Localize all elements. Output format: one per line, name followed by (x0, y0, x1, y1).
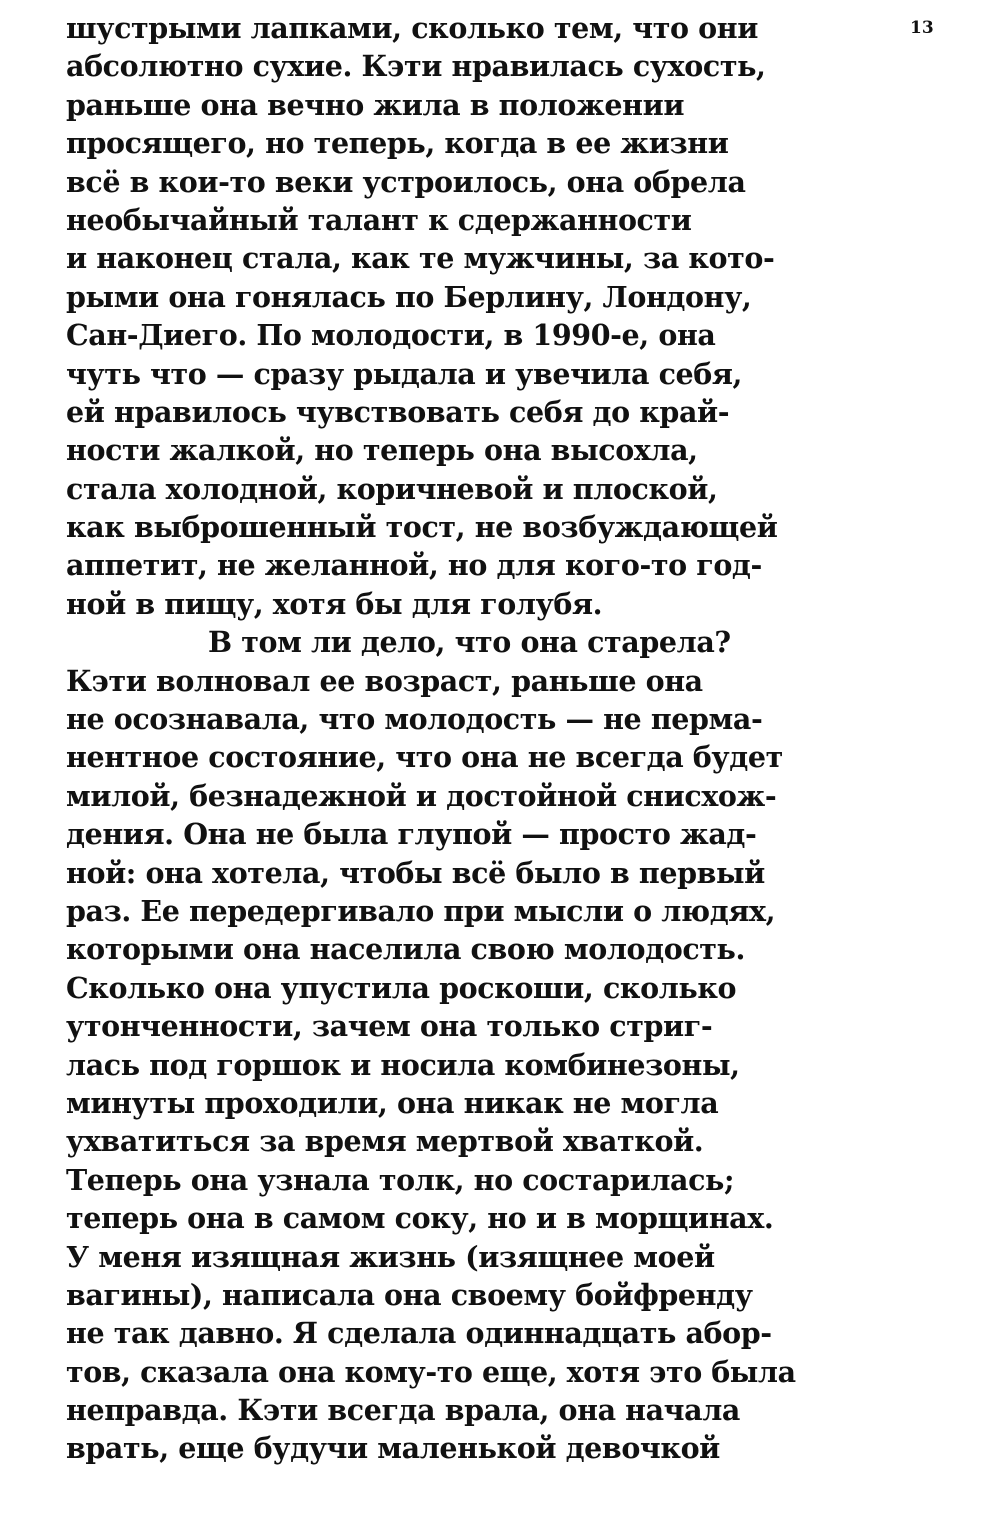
text-line: аппетит, не желанной, но для кого-то год- (66, 548, 762, 583)
text-line: неправда. Кэти всегда врала, она начала (66, 1393, 740, 1428)
text-line: ной: она хотела, чтобы всё было в первый (66, 855, 765, 890)
text-line: дения. Она не была глупой — просто жад- (66, 817, 757, 852)
text-line: всё в кои-то веки устроилось, она обрела (66, 164, 746, 199)
text-line: тов, сказала она кому-то еще, хотя это была (66, 1354, 796, 1389)
text-line: вагины), написала она своему бойфренду (66, 1277, 753, 1312)
text-line: раньше она вечно жила в положении (66, 87, 685, 122)
text-line: Теперь она узнала толк, но состарилась; (66, 1162, 735, 1197)
text-line: ухватиться за время мертвой хваткой. (66, 1124, 704, 1159)
text-line: лась под горшок и носила комбинезоны, (66, 1047, 740, 1082)
text-line: ности жалкой, но теперь она высохла, (66, 433, 698, 468)
text-line: рыми она гонялась по Берлину, Лондону, (66, 279, 752, 314)
text-line: которыми она населила свою молодость. (66, 932, 746, 967)
text-line: минуты проходили, она никак не могла (66, 1085, 719, 1120)
text-line: Кэти волновал ее возраст, раньше она (66, 663, 703, 698)
text-line: раз. Ее передергивало при мысли о людях, (66, 893, 776, 928)
text-line: ной в пищу, хотя бы для голубя. (66, 586, 603, 621)
text-line: не так давно. Я сделала одиннадцать абор- (66, 1316, 772, 1351)
text-line: Сан-Диего. По молодости, в 1990-е, она (66, 318, 716, 353)
text-line: шустрыми лапками, сколько тем, что они (66, 11, 758, 45)
text-line: утонченности, зачем она только стриг- (66, 1009, 713, 1044)
text-line: милой, безнадежной и достойной снисхож- (66, 778, 777, 813)
text-line: не осознавала, что молодость — не перма- (66, 702, 763, 737)
text-line: чуть что — сразу рыдала и увечила себя, (66, 356, 743, 391)
text-line: врать, еще будучи маленькой девочкой (66, 1431, 720, 1466)
paragraph-start-line: В том ли дело, что она старела? (208, 625, 731, 660)
text-line: Сколько она упустила роскоши, сколько (66, 970, 737, 1005)
page-number: 13 (910, 18, 934, 38)
text-line: нентное состояние, что она не всегда будет (66, 740, 783, 775)
text-line: необычайный талант к сдержанности (66, 202, 692, 237)
text-line: У меня изящная жизнь (изящнее моей (66, 1239, 715, 1274)
text-line: теперь она в самом соку, но и в морщинах. (66, 1201, 774, 1236)
text-line: как выброшенный тост, не возбуждающей (66, 510, 778, 545)
body-text (66, 9, 796, 1468)
text-line: абсолютно сухие. Кэти нравилась сухость, (66, 49, 766, 84)
text-line: и наконец стала, как те мужчины, за кото- (66, 241, 775, 276)
text-line: стала холодной, коричневой и плоской, (66, 471, 718, 506)
text-line: ей нравилось чувствовать себя до край- (66, 394, 730, 429)
text-line: просящего, но теперь, когда в ее жизни (66, 126, 729, 161)
